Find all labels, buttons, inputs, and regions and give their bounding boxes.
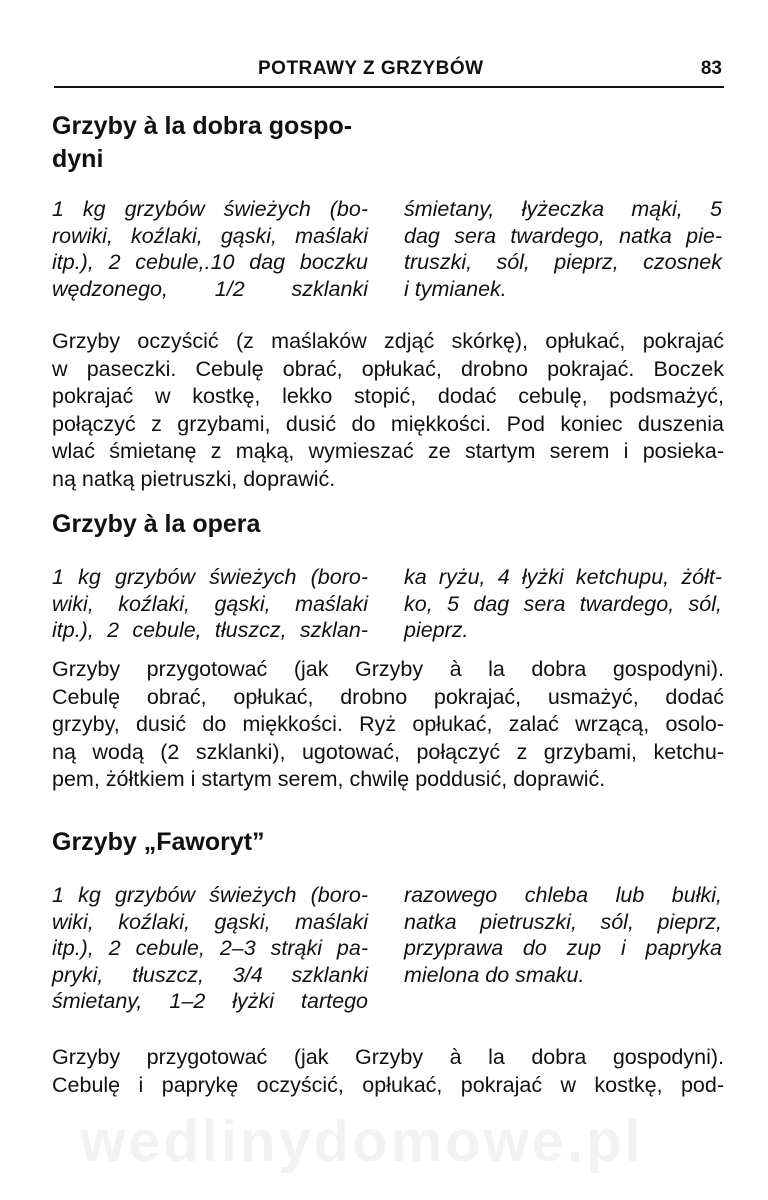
page-header [54, 52, 724, 88]
page-number: 83 [700, 58, 722, 79]
method-faworyt: Grzyby przygotować (jak Grzyby à la dobra gospodyni). Cebulę i paprykę oczyścić, opłukać, pokrajać w kostkę, pod- [52, 1045, 724, 1097]
running-title: POTRAWY Z GRZYBÓW [258, 58, 484, 79]
recipe-title-faworyt: Grzyby „Faworyt” [52, 828, 265, 856]
recipe-title-opera: Grzyby à la opera [52, 510, 261, 538]
ingredients-right-faworyt: razowego chleba lub bułki, natka pietruszki, sól, pieprz, przyprawa do zup i papryka mielona do smaku. [404, 883, 722, 987]
watermark: wedlinydomowe.pl [80, 1109, 644, 1174]
recipe-title-dobra-gospodyni: Grzyby à la dobra gospo- dyni [52, 112, 353, 173]
method-dobra-gospodyni: Grzyby oczyścić (z maślaków zdjąć skórkę), opłukać, pokrajać w paseczki. Cebulę obrać, opłukać, drobno pokrajać. Boczek pokrajać w kostkę, lekko stopić, dodać cebulę, podsmażyć, połączyć z grzybami, dusić do miękkości. Pod koniec duszenia wlać śmietanę z mąką, wymieszać ze startym serem i posieka- ną natką pietruszki, doprawić. [52, 329, 724, 491]
ingredients-right-dobra-gospodyni: śmietany, łyżeczka mąki, 5 dag sera twardego, natka pie- truszki, sól, pieprz, czosnek i tymianek. [404, 197, 722, 301]
ingredients-right-opera: ka ryżu, 4 łyżki ketchupu, żółt- ko, 5 dag sera twardego, sól, pieprz. [404, 565, 722, 642]
method-opera: Grzyby przygotować (jak Grzyby à la dobra gospodyni). Cebulę obrać, opłukać, drobno pokrajać, usmażyć, dodać grzyby, dusić do miękkości. Ryż opłukać, zalać wrzącą, osolo- ną wodą (2 szklanki), ugotować, połączyć z grzybami, ketchu- pem, żółtkiem i startym serem, chwilę poddusić, doprawić. [52, 657, 724, 791]
ingredients-left-faworyt: 1 kg grzybów świeżych (boro- wiki, koźlaki, gąski, maślaki itp.), 2 cebule, 2–3 strąki pa- pryki, tłuszcz, 3/4 szklanki śmietany, 1–2 łyżki tartego [52, 883, 368, 1013]
ingredients-left-opera: 1 kg grzybów świeżych (boro- wiki, koźlaki, gąski, maślaki itp.), 2 cebule, tłuszcz, szklan- [52, 565, 368, 642]
ingredients-left-dobra-gospodyni: 1 kg grzybów świeżych (bo- rowiki, koźlaki, gąski, maślaki itp.), 2 cebule,.10 dag boczku wędzonego, 1/2 szklanki [52, 197, 368, 301]
